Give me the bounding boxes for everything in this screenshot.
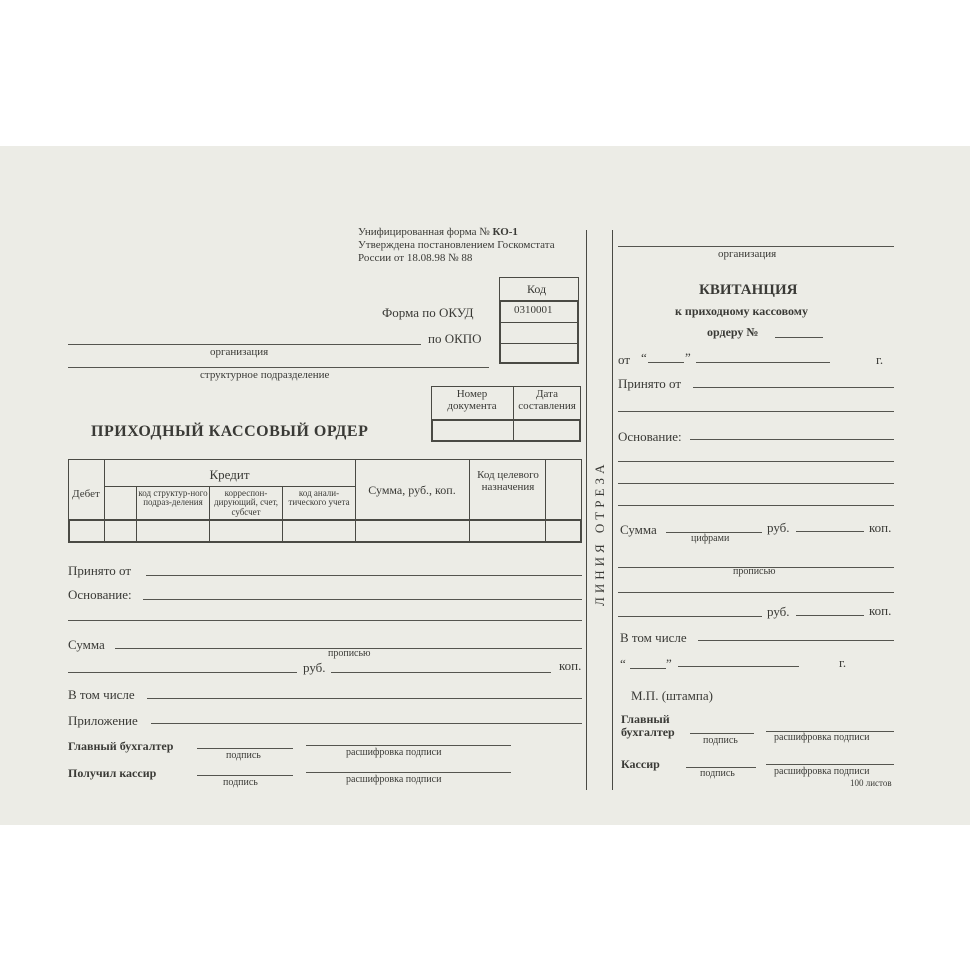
receipt-order-number-field[interactable] [775, 337, 823, 338]
receipt-signature-decoding-caption: расшифровка подписи [774, 766, 870, 777]
receipt-date-month-field[interactable] [678, 666, 799, 667]
receipt-month-field[interactable] [696, 362, 830, 363]
okud-label: Форма по ОКУД [382, 305, 474, 320]
table-header-purpose-code: Код целевого назначения [477, 469, 539, 493]
receipt-kop-label-2: коп. [869, 603, 892, 618]
sum-label: Сумма [68, 637, 105, 652]
receipt-rub-label: руб. [767, 520, 790, 535]
sum-field-2[interactable] [68, 672, 297, 673]
receipt-in-words-caption: прописью [733, 566, 776, 577]
rub-label: руб. [303, 660, 326, 675]
table-header-sum: Сумма, руб., коп. [368, 483, 456, 497]
receipt-basis-field[interactable] [690, 439, 894, 440]
form-reference-line2: Утверждена постановлением Госкомстата [358, 239, 555, 251]
receipt-signature-caption: подпись [700, 768, 735, 779]
receipt-sum-words-field-3[interactable] [618, 616, 762, 617]
receipt-order-number-label: ордеру № [707, 325, 759, 339]
receipt-rub-field-2[interactable] [796, 615, 864, 616]
form-reference-line1 [358, 227, 518, 238]
receipt-cashier-decoding-field[interactable] [766, 764, 894, 765]
doc-date-header: Дата составления [518, 388, 576, 412]
accounting-table-row[interactable] [68, 519, 582, 543]
receipt-cashier-label: Кассир [621, 757, 660, 771]
kop-label: коп. [559, 658, 582, 673]
sum-in-words-caption: прописью [328, 648, 371, 659]
including-field[interactable] [147, 698, 582, 699]
organization-caption: организация [210, 346, 269, 358]
receipt-signature-caption: подпись [703, 735, 738, 746]
cut-line-left [586, 230, 587, 790]
receipt-date-year-label: г. [839, 655, 847, 670]
receipt-stamp-label: М.П. (штампа) [631, 688, 713, 703]
basis-label: Основание: [68, 587, 132, 602]
receipt-including-label: В том числе [620, 630, 687, 645]
code-header-label: Код [527, 282, 547, 296]
subdivision-caption: структурное подразделение [200, 369, 330, 381]
receipt-date-quote-close: ” [666, 656, 672, 671]
table-header-corr-account: корреспон-дирующий, счет, субсчет [214, 488, 278, 517]
receipt-quote-close: ” [685, 350, 691, 365]
receipt-basis-field-3[interactable] [618, 483, 894, 484]
receipt-in-figures-caption: цифрами [691, 533, 730, 544]
including-label: В том числе [68, 687, 135, 702]
receipt-quote-open: “ [641, 350, 647, 365]
cut-line-right [612, 230, 613, 790]
receipt-title: КВИТАНЦИЯ [699, 282, 798, 298]
receipt-from-label: от [618, 352, 631, 367]
cut-line-label: ЛИНИЯ ОТРЕЗА [592, 460, 607, 606]
receipt-signature-decoding-caption: расшифровка подписи [774, 732, 870, 743]
receipt-basis-field-4[interactable] [618, 505, 894, 506]
table-col-divider [355, 459, 356, 543]
receipt-including-field[interactable] [698, 640, 894, 641]
receipt-received-from-field[interactable] [693, 387, 894, 388]
receipt-subtitle: к приходному кассовому [675, 304, 808, 318]
receipt-kop-label: коп. [869, 520, 892, 535]
receipt-received-from-label: Принято от [618, 376, 682, 391]
okud-code-value: 0310001 [514, 304, 553, 316]
basis-field-2[interactable] [68, 620, 582, 621]
receipt-year-label: г. [876, 352, 884, 367]
form-reference-line3: России от 18.08.98 № 88 [358, 252, 473, 264]
table-header-analytic-code: код анали-тического учета [288, 488, 350, 508]
receipt-basis-field-2[interactable] [618, 461, 894, 462]
receipt-chief-label-1: Главный [621, 712, 670, 726]
receipt-organization-field[interactable] [618, 246, 894, 247]
sheets-count: 100 листов [850, 778, 892, 788]
doc-number-header: Номер документа [447, 388, 497, 412]
received-from-field[interactable] [146, 575, 582, 576]
chief-accountant-label: Главный бухгалтер [68, 739, 174, 753]
code-box-divider [499, 322, 579, 323]
table-kredit-divider [104, 486, 355, 487]
rub-field[interactable] [331, 672, 551, 673]
signature-decoding-caption: расшифровка подписи [346, 747, 442, 758]
form-reference-prefix: Унифицированная форма № [358, 226, 493, 238]
table-header-struct-code: код структур-ного подраз-деления [138, 488, 208, 508]
table-col-divider [545, 459, 546, 543]
document-title: ПРИХОДНЫЙ КАССОВЫЙ ОРДЕР [91, 423, 369, 440]
attachment-field[interactable] [151, 723, 582, 724]
receipt-day-field[interactable] [648, 362, 684, 363]
attachment-label: Приложение [68, 713, 138, 728]
table-header-kredit: Кредит [209, 467, 250, 482]
organization-line [68, 344, 421, 345]
subdivision-line [68, 367, 489, 368]
receipt-received-from-field-2[interactable] [618, 411, 894, 412]
receipt-sum-words-field-2[interactable] [618, 592, 894, 593]
receipt-rub-label-2: руб. [767, 604, 790, 619]
form-code: КО-1 [492, 226, 518, 238]
received-from-label: Принято от [68, 563, 132, 578]
table-col-divider [469, 459, 470, 543]
receipt-organization-caption: организация [718, 248, 777, 260]
cashier-decoding-field[interactable] [306, 772, 511, 773]
table-header-debet: Дебет [72, 488, 100, 500]
receipt-date-quote-open: “ [620, 656, 626, 671]
signature-caption: подпись [223, 777, 258, 788]
basis-field[interactable] [143, 599, 582, 600]
doc-number-date-input[interactable] [431, 419, 581, 442]
receipt-sum-label: Сумма [620, 522, 657, 537]
receipt-date-day-field[interactable] [630, 668, 666, 669]
receipt-rub-field[interactable] [796, 531, 864, 532]
signature-decoding-caption: расшифровка подписи [346, 774, 442, 785]
received-cashier-label: Получил кассир [68, 766, 157, 780]
cashier-signature-field[interactable] [197, 775, 293, 776]
chief-accountant-decoding-field[interactable] [306, 745, 511, 746]
chief-accountant-signature-field[interactable] [197, 748, 293, 749]
okpo-label: по ОКПО [428, 331, 482, 346]
signature-caption: подпись [226, 750, 261, 761]
receipt-chief-label-2: бухгалтер [621, 725, 675, 739]
receipt-chief-signature-field[interactable] [690, 733, 754, 734]
receipt-basis-label: Основание: [618, 429, 682, 444]
code-box-divider [499, 343, 579, 344]
